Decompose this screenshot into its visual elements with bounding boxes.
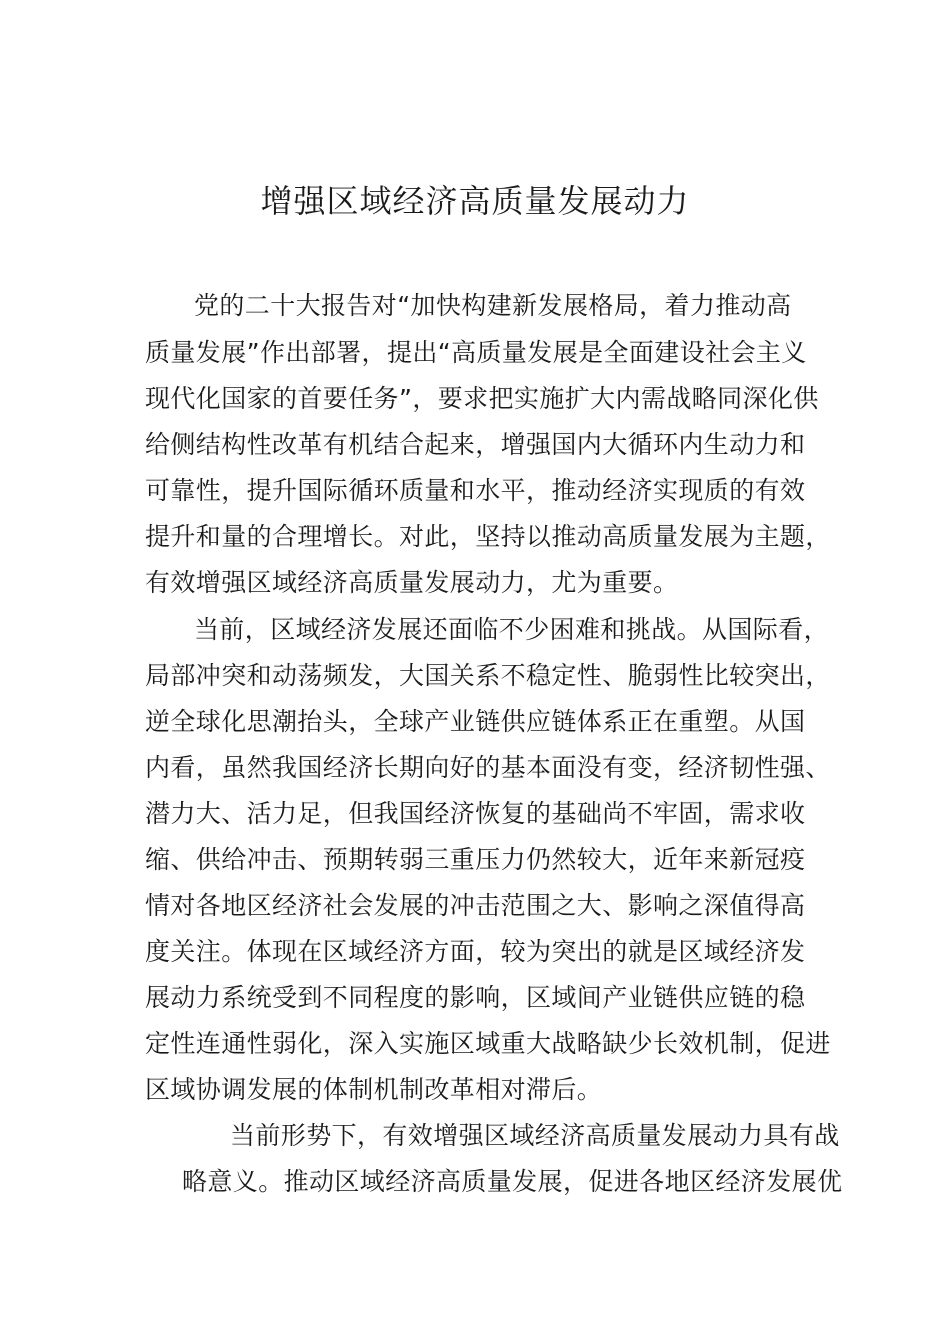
text-line: 情对各地区经济社会发展的冲击范围之大、影响之深值得高: [145, 891, 806, 920]
document-title: 增强区域经济高质量发展动力: [260, 182, 690, 220]
text-line: 给侧结构性改革有机结合起来，增强国内大循环内生动力和: [145, 430, 806, 459]
text-line: 潜力大、活力足，但我国经济恢复的基础尚不牢固，需求收: [145, 799, 806, 828]
text-line: 当前形势下，有效增强区域经济高质量发展动力具有战: [230, 1121, 840, 1150]
text-line: 内看，虽然我国经济长期向好的基本面没有变，经济韧性强、: [145, 753, 831, 782]
text-line: 展动力系统受到不同程度的影响，区域间产业链供应链的稳: [145, 983, 806, 1012]
text-line: 度关注。体现在区域经济方面，较为突出的就是区域经济发: [145, 937, 806, 966]
text-line: 逆全球化思潮抬头，全球产业链供应链体系正在重塑。从国: [145, 707, 806, 736]
text-line: 党的二十大报告对“加快构建新发展格局，着力推动高: [194, 291, 792, 320]
text-line: 缩、供给冲击、预期转弱三重压力仍然较大，近年来新冠疫: [145, 845, 806, 874]
text-line: 略意义。推动区域经济高质量发展，促进各地区经济发展优: [182, 1167, 843, 1196]
text-line: 定性连通性弱化，深入实施区域重大战略缺少长效机制，促进: [145, 1029, 831, 1058]
text-line: 可靠性，提升国际循环质量和水平，推动经济实现质的有效: [145, 476, 806, 505]
text-line: 质量发展”作出部署，提出“高质量发展是全面建设社会主义: [145, 338, 807, 367]
text-line: 现代化国家的首要任务”，要求把实施扩大内需战略同深化供: [145, 384, 819, 413]
text-line: 局部冲突和动荡频发，大国关系不稳定性、脆弱性比较突出，: [145, 661, 831, 690]
text-line: 有效增强区域经济高质量发展动力，尤为重要。: [145, 568, 679, 597]
text-line: 当前，区域经济发展还面临不少困难和挑战。从国际看，: [194, 615, 830, 644]
text-line: 区域协调发展的体制机制改革相对滞后。: [145, 1075, 603, 1104]
text-line: 提升和量的合理增长。对此，坚持以推动高质量发展为主题，: [145, 522, 831, 551]
